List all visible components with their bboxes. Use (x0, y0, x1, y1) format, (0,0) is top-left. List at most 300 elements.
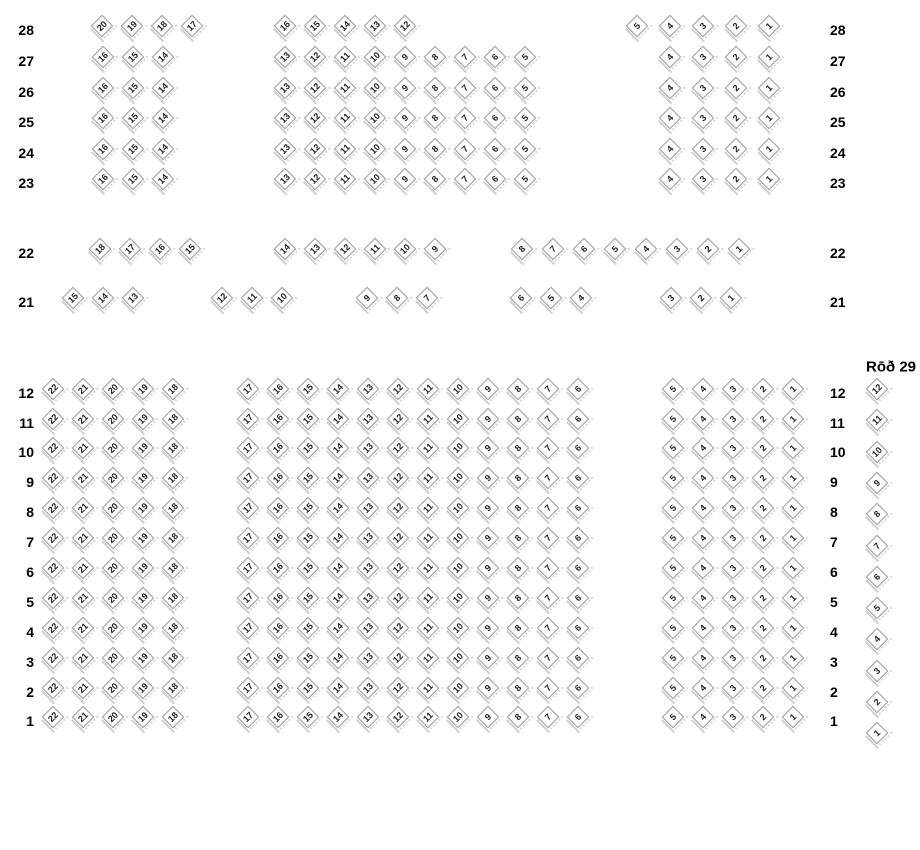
seat[interactable]: 17 (237, 497, 260, 520)
seat[interactable]: 9 (477, 647, 500, 670)
seat[interactable]: 14 (152, 46, 175, 69)
seat[interactable]: 14 (327, 557, 350, 580)
seat[interactable]: 10 (364, 77, 387, 100)
seat[interactable]: 7 (537, 497, 560, 520)
seat[interactable]: 16 (267, 706, 290, 729)
seat[interactable]: 5 (662, 437, 685, 460)
seat[interactable]: 10 (364, 46, 387, 69)
seat[interactable]: 17 (237, 467, 260, 490)
seat[interactable]: 10 (447, 527, 470, 550)
seat[interactable]: 3 (692, 107, 715, 130)
seat[interactable]: 16 (149, 238, 172, 261)
seat[interactable]: 12 (387, 527, 410, 550)
seat[interactable]: 13 (357, 557, 380, 580)
seat[interactable]: 21 (72, 378, 95, 401)
seat[interactable]: 3 (722, 497, 745, 520)
seat[interactable]: 2 (752, 557, 775, 580)
seat[interactable]: 17 (237, 587, 260, 610)
seat[interactable]: 18 (162, 437, 185, 460)
seat[interactable]: 9 (394, 168, 417, 191)
seat[interactable]: 11 (866, 409, 889, 432)
seat[interactable]: 21 (72, 706, 95, 729)
seat[interactable]: 5 (662, 677, 685, 700)
seat[interactable]: 10 (394, 238, 417, 261)
seat[interactable]: 14 (334, 15, 357, 38)
seat[interactable]: 12 (304, 46, 327, 69)
seat[interactable]: 1 (782, 437, 805, 460)
seat[interactable]: 6 (567, 706, 590, 729)
seat[interactable]: 15 (297, 378, 320, 401)
seat[interactable]: 7 (537, 617, 560, 640)
seat[interactable]: 10 (866, 440, 889, 463)
seat[interactable]: 5 (662, 706, 685, 729)
seat[interactable]: 15 (304, 15, 327, 38)
seat[interactable]: 7 (537, 557, 560, 580)
seat[interactable]: 12 (387, 647, 410, 670)
seat[interactable]: 16 (267, 437, 290, 460)
seat[interactable]: 5 (514, 77, 537, 100)
seat[interactable]: 1 (782, 647, 805, 670)
seat[interactable]: 14 (327, 706, 350, 729)
seat[interactable]: 18 (162, 408, 185, 431)
seat[interactable]: 12 (387, 378, 410, 401)
seat[interactable]: 10 (447, 706, 470, 729)
seat[interactable]: 16 (267, 587, 290, 610)
seat[interactable]: 8 (424, 77, 447, 100)
seat[interactable]: 11 (417, 467, 440, 490)
seat[interactable]: 9 (394, 77, 417, 100)
seat[interactable]: 5 (662, 587, 685, 610)
seat[interactable]: 17 (237, 677, 260, 700)
seat[interactable]: 6 (567, 467, 590, 490)
seat[interactable]: 1 (782, 557, 805, 580)
seat[interactable]: 19 (132, 647, 155, 670)
seat[interactable]: 16 (92, 77, 115, 100)
seat[interactable]: 13 (357, 378, 380, 401)
seat[interactable]: 2 (697, 238, 720, 261)
seat[interactable]: 12 (387, 587, 410, 610)
seat[interactable]: 2 (752, 527, 775, 550)
seat[interactable]: 18 (162, 677, 185, 700)
seat[interactable]: 20 (102, 677, 125, 700)
seat[interactable]: 8 (507, 677, 530, 700)
seat[interactable]: 4 (692, 557, 715, 580)
seat[interactable]: 10 (447, 647, 470, 670)
seat[interactable]: 16 (92, 168, 115, 191)
seat[interactable]: 4 (692, 378, 715, 401)
seat[interactable]: 1 (782, 527, 805, 550)
seat[interactable]: 14 (152, 77, 175, 100)
seat[interactable]: 14 (152, 138, 175, 161)
seat[interactable]: 15 (297, 497, 320, 520)
seat[interactable]: 7 (537, 587, 560, 610)
seat[interactable]: 6 (567, 437, 590, 460)
seat[interactable]: 4 (692, 706, 715, 729)
seat[interactable]: 22 (42, 557, 65, 580)
seat[interactable]: 16 (267, 527, 290, 550)
seat[interactable]: 14 (327, 587, 350, 610)
seat[interactable]: 13 (357, 527, 380, 550)
seat[interactable]: 4 (692, 617, 715, 640)
seat[interactable]: 7 (454, 168, 477, 191)
seat[interactable]: 2 (752, 437, 775, 460)
seat[interactable]: 19 (132, 378, 155, 401)
seat[interactable]: 8 (866, 503, 889, 526)
seat[interactable]: 8 (507, 617, 530, 640)
seat[interactable]: 11 (417, 497, 440, 520)
seat[interactable]: 17 (237, 706, 260, 729)
seat[interactable]: 21 (72, 467, 95, 490)
seat[interactable]: 6 (567, 647, 590, 670)
seat[interactable]: 13 (357, 437, 380, 460)
seat[interactable]: 21 (72, 557, 95, 580)
seat[interactable]: 20 (102, 647, 125, 670)
seat[interactable]: 15 (297, 617, 320, 640)
seat[interactable]: 3 (666, 238, 689, 261)
seat[interactable]: 15 (122, 138, 145, 161)
seat[interactable]: 22 (42, 408, 65, 431)
seat[interactable]: 4 (659, 107, 682, 130)
seat[interactable]: 3 (660, 287, 683, 310)
seat[interactable]: 11 (417, 617, 440, 640)
seat[interactable]: 6 (866, 565, 889, 588)
seat[interactable]: 4 (659, 77, 682, 100)
seat[interactable]: 18 (89, 238, 112, 261)
seat[interactable]: 11 (417, 706, 440, 729)
seat[interactable]: 14 (327, 617, 350, 640)
seat[interactable]: 16 (92, 138, 115, 161)
seat[interactable]: 1 (758, 107, 781, 130)
seat[interactable]: 2 (725, 46, 748, 69)
seat[interactable]: 8 (507, 647, 530, 670)
seat[interactable]: 7 (454, 46, 477, 69)
seat[interactable]: 11 (334, 46, 357, 69)
seat[interactable]: 11 (334, 107, 357, 130)
seat[interactable]: 8 (424, 138, 447, 161)
seat[interactable]: 19 (132, 706, 155, 729)
seat[interactable]: 7 (537, 706, 560, 729)
seat[interactable]: 8 (507, 497, 530, 520)
seat[interactable]: 8 (507, 467, 530, 490)
seat[interactable]: 19 (132, 408, 155, 431)
seat[interactable]: 12 (304, 168, 327, 191)
seat[interactable]: 22 (42, 617, 65, 640)
seat[interactable]: 13 (357, 677, 380, 700)
seat[interactable]: 5 (662, 617, 685, 640)
seat[interactable]: 19 (132, 437, 155, 460)
seat[interactable]: 16 (274, 15, 297, 38)
seat[interactable]: 14 (327, 497, 350, 520)
seat[interactable]: 14 (327, 647, 350, 670)
seat[interactable]: 4 (692, 408, 715, 431)
seat[interactable]: 6 (484, 46, 507, 69)
seat[interactable]: 19 (132, 587, 155, 610)
seat[interactable]: 3 (866, 659, 889, 682)
seat[interactable]: 16 (267, 467, 290, 490)
seat[interactable]: 1 (782, 706, 805, 729)
seat[interactable]: 9 (866, 472, 889, 495)
seat[interactable]: 4 (570, 287, 593, 310)
seat[interactable]: 18 (162, 647, 185, 670)
seat[interactable]: 18 (151, 15, 174, 38)
seat[interactable]: 22 (42, 378, 65, 401)
seat[interactable]: 20 (102, 497, 125, 520)
seat[interactable]: 10 (447, 557, 470, 580)
seat[interactable]: 14 (327, 437, 350, 460)
seat[interactable]: 4 (659, 168, 682, 191)
seat[interactable]: 3 (692, 77, 715, 100)
seat[interactable]: 15 (297, 647, 320, 670)
seat[interactable]: 9 (394, 138, 417, 161)
seat[interactable]: 20 (102, 467, 125, 490)
seat[interactable]: 10 (447, 677, 470, 700)
seat[interactable]: 10 (364, 138, 387, 161)
seat[interactable]: 16 (267, 677, 290, 700)
seat[interactable]: 13 (364, 15, 387, 38)
seat[interactable]: 15 (297, 587, 320, 610)
seat[interactable]: 1 (782, 408, 805, 431)
seat[interactable]: 7 (416, 287, 439, 310)
seat[interactable]: 5 (662, 378, 685, 401)
seat[interactable]: 11 (364, 238, 387, 261)
seat[interactable]: 1 (866, 722, 889, 745)
seat[interactable]: 15 (122, 168, 145, 191)
seat[interactable]: 4 (692, 437, 715, 460)
seat[interactable]: 20 (102, 527, 125, 550)
seat[interactable]: 2 (866, 691, 889, 714)
seat[interactable]: 5 (540, 287, 563, 310)
seat[interactable]: 14 (92, 287, 115, 310)
seat[interactable]: 3 (722, 647, 745, 670)
seat[interactable]: 7 (542, 238, 565, 261)
seat[interactable]: 13 (357, 706, 380, 729)
seat[interactable]: 22 (42, 527, 65, 550)
seat[interactable]: 20 (91, 15, 114, 38)
seat[interactable]: 12 (304, 107, 327, 130)
seat[interactable]: 2 (752, 677, 775, 700)
seat[interactable]: 7 (454, 138, 477, 161)
seat[interactable]: 21 (72, 497, 95, 520)
seat[interactable]: 17 (237, 437, 260, 460)
seat[interactable]: 10 (447, 437, 470, 460)
seat[interactable]: 11 (334, 168, 357, 191)
seat[interactable]: 11 (417, 527, 440, 550)
seat[interactable]: 10 (447, 617, 470, 640)
seat[interactable]: 6 (573, 238, 596, 261)
seat[interactable]: 13 (274, 168, 297, 191)
seat[interactable]: 9 (477, 527, 500, 550)
seat[interactable]: 9 (477, 706, 500, 729)
seat[interactable]: 3 (722, 437, 745, 460)
seat[interactable]: 8 (507, 557, 530, 580)
seat[interactable]: 19 (132, 467, 155, 490)
seat[interactable]: 5 (662, 557, 685, 580)
seat[interactable]: 19 (132, 617, 155, 640)
seat[interactable]: 6 (567, 557, 590, 580)
seat[interactable]: 10 (447, 587, 470, 610)
seat[interactable]: 12 (387, 557, 410, 580)
seat[interactable]: 17 (237, 617, 260, 640)
seat[interactable]: 14 (327, 677, 350, 700)
seat[interactable]: 15 (297, 437, 320, 460)
seat[interactable]: 14 (327, 408, 350, 431)
seat[interactable]: 5 (514, 46, 537, 69)
seat[interactable]: 5 (662, 408, 685, 431)
seat[interactable]: 11 (334, 77, 357, 100)
seat[interactable]: 13 (357, 467, 380, 490)
seat[interactable]: 5 (662, 497, 685, 520)
seat[interactable]: 8 (386, 287, 409, 310)
seat[interactable]: 1 (782, 378, 805, 401)
seat[interactable]: 9 (477, 437, 500, 460)
seat[interactable]: 18 (162, 617, 185, 640)
seat[interactable]: 6 (567, 378, 590, 401)
seat[interactable]: 9 (477, 467, 500, 490)
seat[interactable]: 2 (725, 138, 748, 161)
seat[interactable]: 12 (211, 287, 234, 310)
seat[interactable]: 14 (152, 107, 175, 130)
seat[interactable]: 5 (514, 138, 537, 161)
seat[interactable]: 18 (162, 378, 185, 401)
seat[interactable]: 1 (758, 138, 781, 161)
seat[interactable]: 15 (122, 46, 145, 69)
seat[interactable]: 7 (454, 77, 477, 100)
seat[interactable]: 1 (758, 46, 781, 69)
seat[interactable]: 12 (394, 15, 417, 38)
seat[interactable]: 7 (537, 378, 560, 401)
seat[interactable]: 21 (72, 677, 95, 700)
seat[interactable]: 3 (722, 467, 745, 490)
seat[interactable]: 9 (394, 46, 417, 69)
seat[interactable]: 3 (722, 677, 745, 700)
seat[interactable]: 4 (692, 497, 715, 520)
seat[interactable]: 20 (102, 587, 125, 610)
seat[interactable]: 17 (237, 557, 260, 580)
seat[interactable]: 2 (725, 107, 748, 130)
seat[interactable]: 20 (102, 557, 125, 580)
seat[interactable]: 6 (567, 617, 590, 640)
seat[interactable]: 14 (327, 527, 350, 550)
seat[interactable]: 13 (274, 138, 297, 161)
seat[interactable]: 10 (271, 287, 294, 310)
seat[interactable]: 21 (72, 647, 95, 670)
seat[interactable]: 11 (417, 677, 440, 700)
seat[interactable]: 2 (752, 467, 775, 490)
seat[interactable]: 12 (304, 77, 327, 100)
seat[interactable]: 21 (72, 587, 95, 610)
seat[interactable]: 12 (387, 497, 410, 520)
seat[interactable]: 2 (752, 378, 775, 401)
seat[interactable]: 5 (662, 527, 685, 550)
seat[interactable]: 6 (484, 138, 507, 161)
seat[interactable]: 15 (297, 706, 320, 729)
seat[interactable]: 5 (514, 168, 537, 191)
seat[interactable]: 8 (511, 238, 534, 261)
seat[interactable]: 19 (132, 557, 155, 580)
seat[interactable]: 9 (477, 497, 500, 520)
seat[interactable]: 16 (267, 617, 290, 640)
seat[interactable]: 22 (42, 706, 65, 729)
seat[interactable]: 20 (102, 437, 125, 460)
seat[interactable]: 16 (92, 107, 115, 130)
seat[interactable]: 16 (267, 378, 290, 401)
seat[interactable]: 4 (692, 527, 715, 550)
seat[interactable]: 5 (662, 467, 685, 490)
seat[interactable]: 10 (447, 408, 470, 431)
seat[interactable]: 13 (357, 408, 380, 431)
seat[interactable]: 8 (424, 46, 447, 69)
seat[interactable]: 10 (447, 497, 470, 520)
seat[interactable]: 9 (477, 587, 500, 610)
seat[interactable]: 12 (387, 467, 410, 490)
seat[interactable]: 2 (725, 15, 748, 38)
seat[interactable]: 17 (237, 378, 260, 401)
seat[interactable]: 7 (537, 527, 560, 550)
seat[interactable]: 8 (507, 587, 530, 610)
seat[interactable]: 13 (357, 647, 380, 670)
seat[interactable]: 13 (274, 107, 297, 130)
seat[interactable]: 2 (752, 497, 775, 520)
seat[interactable]: 20 (102, 378, 125, 401)
seat[interactable]: 1 (782, 617, 805, 640)
seat[interactable]: 9 (477, 557, 500, 580)
seat[interactable]: 3 (692, 138, 715, 161)
seat[interactable]: 2 (752, 408, 775, 431)
seat[interactable]: 7 (866, 534, 889, 557)
seat[interactable]: 5 (626, 15, 649, 38)
seat[interactable]: 12 (304, 138, 327, 161)
seat[interactable]: 5 (604, 238, 627, 261)
seat[interactable]: 18 (162, 527, 185, 550)
seat[interactable]: 22 (42, 497, 65, 520)
seat[interactable]: 15 (62, 287, 85, 310)
seat[interactable]: 11 (334, 138, 357, 161)
seat[interactable]: 14 (327, 378, 350, 401)
seat[interactable]: 2 (725, 77, 748, 100)
seat[interactable]: 9 (424, 238, 447, 261)
seat[interactable]: 6 (567, 527, 590, 550)
seat[interactable]: 10 (447, 378, 470, 401)
seat[interactable]: 4 (866, 628, 889, 651)
seat[interactable]: 11 (417, 378, 440, 401)
seat[interactable]: 8 (507, 378, 530, 401)
seat[interactable]: 16 (92, 46, 115, 69)
seat[interactable]: 1 (758, 77, 781, 100)
seat[interactable]: 21 (72, 408, 95, 431)
seat[interactable]: 13 (357, 587, 380, 610)
seat[interactable]: 7 (537, 408, 560, 431)
seat[interactable]: 14 (327, 467, 350, 490)
seat[interactable]: 1 (782, 467, 805, 490)
seat[interactable]: 12 (387, 408, 410, 431)
seat[interactable]: 1 (782, 677, 805, 700)
seat[interactable]: 11 (417, 408, 440, 431)
seat[interactable]: 1 (728, 238, 751, 261)
seat[interactable]: 3 (692, 15, 715, 38)
seat[interactable]: 16 (267, 647, 290, 670)
seat[interactable]: 15 (297, 408, 320, 431)
seat[interactable]: 4 (635, 238, 658, 261)
seat[interactable]: 19 (121, 15, 144, 38)
seat[interactable]: 3 (722, 408, 745, 431)
seat[interactable]: 14 (274, 238, 297, 261)
seat[interactable]: 6 (567, 677, 590, 700)
seat[interactable]: 21 (72, 617, 95, 640)
seat[interactable]: 6 (484, 107, 507, 130)
seat[interactable]: 3 (692, 168, 715, 191)
seat[interactable]: 1 (758, 168, 781, 191)
seat[interactable]: 18 (162, 587, 185, 610)
